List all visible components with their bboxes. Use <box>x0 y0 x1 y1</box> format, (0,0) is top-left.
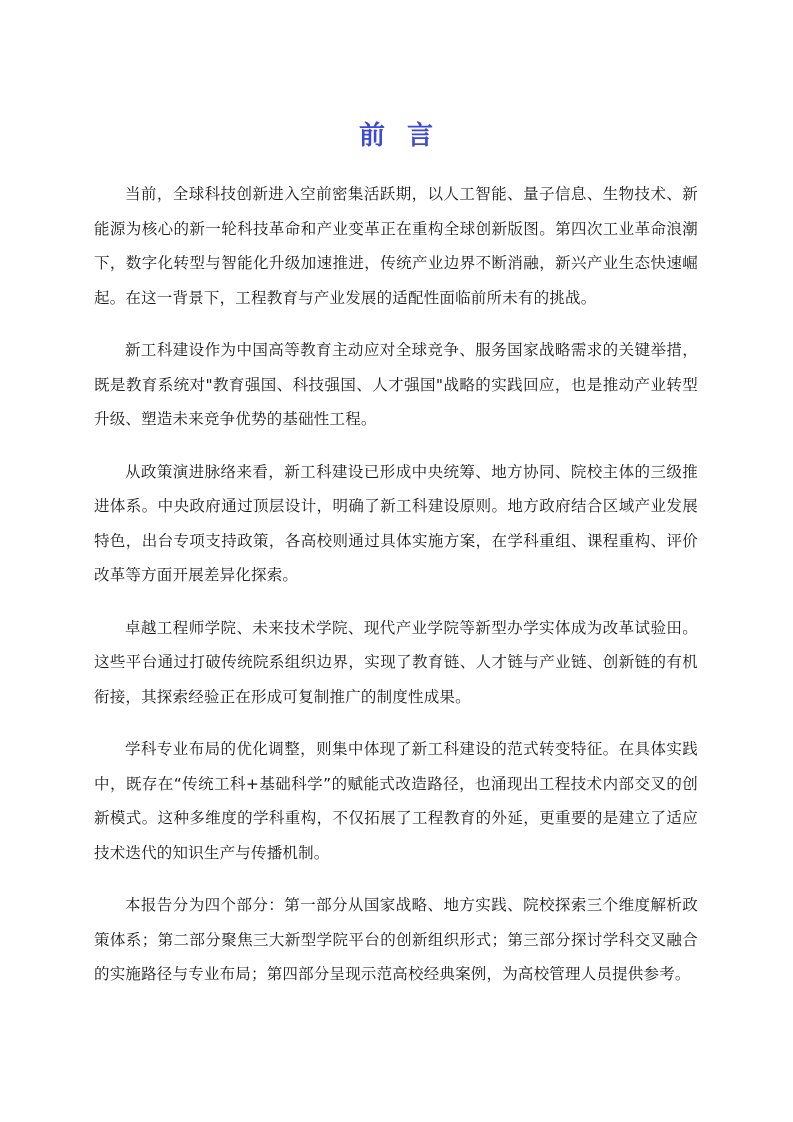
paragraph-report-structure: 本报告分为四个部分：第一部分从国家战略、地方实践、院校探索三个维度解析政策体系；第二部分聚焦三大新型学院平台的创新组织形式；第三部分探讨学科交叉融合的实施路径与专业布局；第四部分呈现示范高校经典案例，为高校管理人员提供参考。 <box>94 896 698 983</box>
paragraph-discipline-layout: 学科专业布局的优化调整，则集中体现了新工科建设的范式转变特征。在具体实践中，既存在“传统工科+基础科学”的赋能式改造路径，也涌现出工程技术内部交叉的创新模式。这种多维度的学科重构，不仅拓展了工程教育的外延，更重要的是建立了适应技术迭代的知识生产与传播机制。 <box>94 740 698 862</box>
page-title: 前言 <box>358 121 455 151</box>
paragraph-new-colleges: 卓越工程师学院、未来技术学院、现代产业学院等新型办学实体成为改革试验田。这些平台通过打破传统院系组织边界，实现了教育链、人才链与产业链、创新链的有机衔接，其探索经验正在形成可复制推广的制度性成果。 <box>94 618 698 706</box>
paragraph-policy-evolution: 从政策演进脉络来看，新工科建设已形成中央统筹、地方协同、院校主体的三级推进体系。中央政府通过顶层设计，明确了新工科建设原则。地方政府结合区域产业发展特色，出台专项支持政策，各高校则通过具体实施方案，在学科重组、课程重构、评价改革等方面开展差异化探索。 <box>94 462 698 584</box>
document-body <box>94 177 698 992</box>
paragraph-background: 当前，全球科技创新进入空前密集活跃期，以人工智能、量子信息、生物技术、新能源为核心的新一轮科技革命和产业变革正在重构全球创新版图。第四次工业革命浪潮下，数字化转型与智能化升级加速推进，传统产业边界不断消融，新兴产业生态快速崛起。在这一背景下，工程教育与产业发展的适配性面临前所未有的挑战。 <box>94 185 698 307</box>
paragraph-new-engineering: 新工科建设作为中国高等教育主动应对全球竞争、服务国家战略需求的关键举措，既是教育系统对"教育强国、科技强国、人才强国"战略的实践回应，也是推动产业转型升级、塑造未来竞争优势的基础性工程。 <box>94 341 698 428</box>
